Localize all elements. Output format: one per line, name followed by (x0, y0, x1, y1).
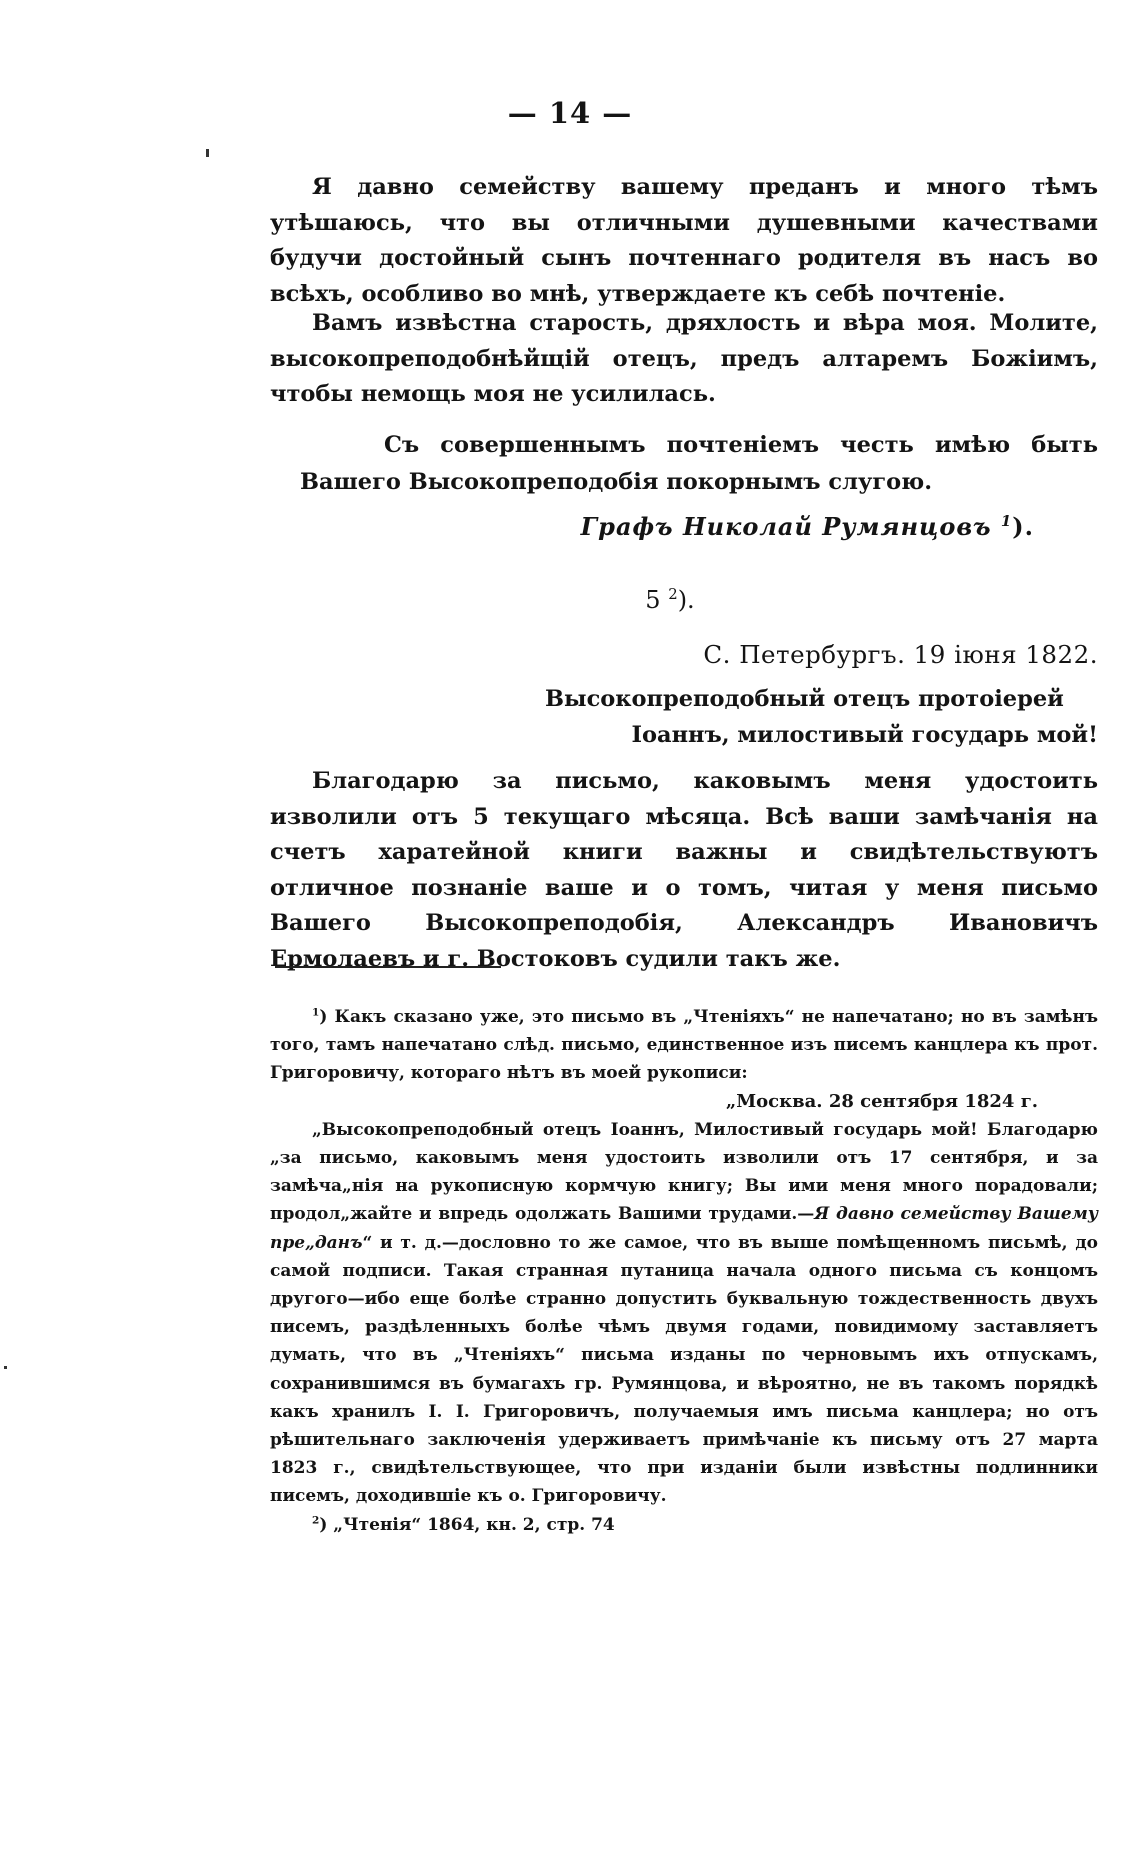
quote-italic: Я давно семейству Вашему пре„данъ (270, 1204, 1098, 1253)
letter4-signature (581, 512, 1034, 541)
footnote-1 (270, 1003, 1098, 1088)
letter5-paragraph (270, 764, 1098, 978)
letter-number-tail: ). (677, 586, 695, 614)
paragraph-text: Благодарю за письмо, каковымъ меня удостоить изволили отъ 5 текущаго мѣсяца. Всѣ ваши замѣчанія на счетъ харатейной книги важны и свидѣтельствуютъ отличное познаніе ваше и о томъ, читая у меня письмо Вашего Высокопреподобія, Александръ Ивановичъ Ермолаевъ и г. Востоковъ судили такъ же. (270, 768, 1098, 972)
signature-name: Графъ Николай Румянцовъ (580, 512, 992, 541)
scan-speck (206, 149, 209, 157)
footnote-ref-1: 1 (1000, 512, 1013, 530)
letter4-paragraph-2 (270, 306, 1098, 413)
footnote-ref-2: 2 (668, 585, 678, 603)
footnote-2 (270, 1511, 1098, 1539)
footnote-1-quote (270, 1116, 1098, 1511)
letter5-salutation-line-1: Высокопреподобный отецъ протоіерей (545, 686, 1064, 712)
page-number: — 14 — (507, 96, 633, 130)
footnote-1-date: „Москва. 28 сентября 1824 г. (725, 1090, 1038, 1112)
letter5-dateline: С. Петербургъ. 19 іюня 1822. (703, 640, 1098, 669)
footnote-1-text: ) Какъ сказано уже, это письмо въ „Чтеніяхъ“ не напечатано; но въ замѣнъ того, тамъ напечатано слѣд. письмо, единственное изъ писемъ канцлера къ прот. Григоровичу, котораго нѣтъ въ моей рукописи: (270, 1007, 1098, 1084)
letter5-salutation-line-2: Іоаннъ, милостивый государь мой! (631, 722, 1098, 748)
letter4-closing: Съ совершеннымъ почтеніемъ честь имѣю быть Вашего Высокопреподобія покорнымъ слугою. (300, 432, 1098, 495)
letter5-number (0, 586, 1140, 614)
footnotes (270, 1003, 1098, 1539)
letter-number-value: 5 (645, 586, 661, 614)
footnote-1-marker: 1 (312, 1006, 320, 1019)
paragraph-text: Вамъ извѣстна старость, дряхлость и вѣра моя. Молите, высокопреподобнѣйщій отецъ, предъ алтаремъ Божіимъ, чтобы немощь моя не усилилась. (270, 310, 1098, 407)
footnote-2-marker: 2 (312, 1514, 320, 1526)
quote-start: „Высокопреподобный отецъ Іоаннъ, Милостивый государь мой! Благодарю „за письмо, каковымъ меня удостоить изволили отъ 17 сентября, и за замѣча„нія на рукописную кормчую книгу; Вы ими меня много порадовали; продол„жайте и впредь одолжать Вашими трудами.— (270, 1119, 1098, 1225)
footnote-divider (275, 966, 501, 968)
footnote-2-text: ) „Чтенія“ 1864, кн. 2, стр. 74 (319, 1514, 615, 1535)
quote-end: “ и т. д.—дословно то же самое, что въ выше помѣщенномъ письмѣ, до самой подписи. Такая странная путаница начала одного письма съ концомъ другого—ибо еще болѣе странно допустить буквальную тождественность двухъ писемъ, раздѣленныхъ болѣе чѣмъ двумя годами, повидимому заставляетъ думать, что въ „Чтеніяхъ“ письма изданы по черновымъ ихъ отпускамъ, сохранившимся въ бумагахъ гр. Румянцова, и вѣроятно, не въ такомъ порядкѣ какъ хранилъ І. І. Григоровичъ, получаемыя имъ письма канцлера; но отъ рѣшительнаго заключенія удерживаетъ примѣчаніе къ письму отъ 27 марта 1823 г., свидѣтельствующее, что при изданіи были извѣстны подлинники писемъ, доходившіе къ о. Григоровичу. (270, 1232, 1098, 1507)
letter4-paragraph-1 (270, 170, 1098, 312)
signature-tail: ). (1012, 512, 1034, 541)
paragraph-text: Я давно семейству вашему преданъ и много тѣмъ утѣшаюсь, что вы отличными душевными качествами будучи достойный сынъ почтеннаго родителя въ насъ во всѣхъ, особливо во мнѣ, утверждаете къ себѣ почтеніе. (270, 174, 1098, 307)
scan-speck (4, 1366, 7, 1369)
